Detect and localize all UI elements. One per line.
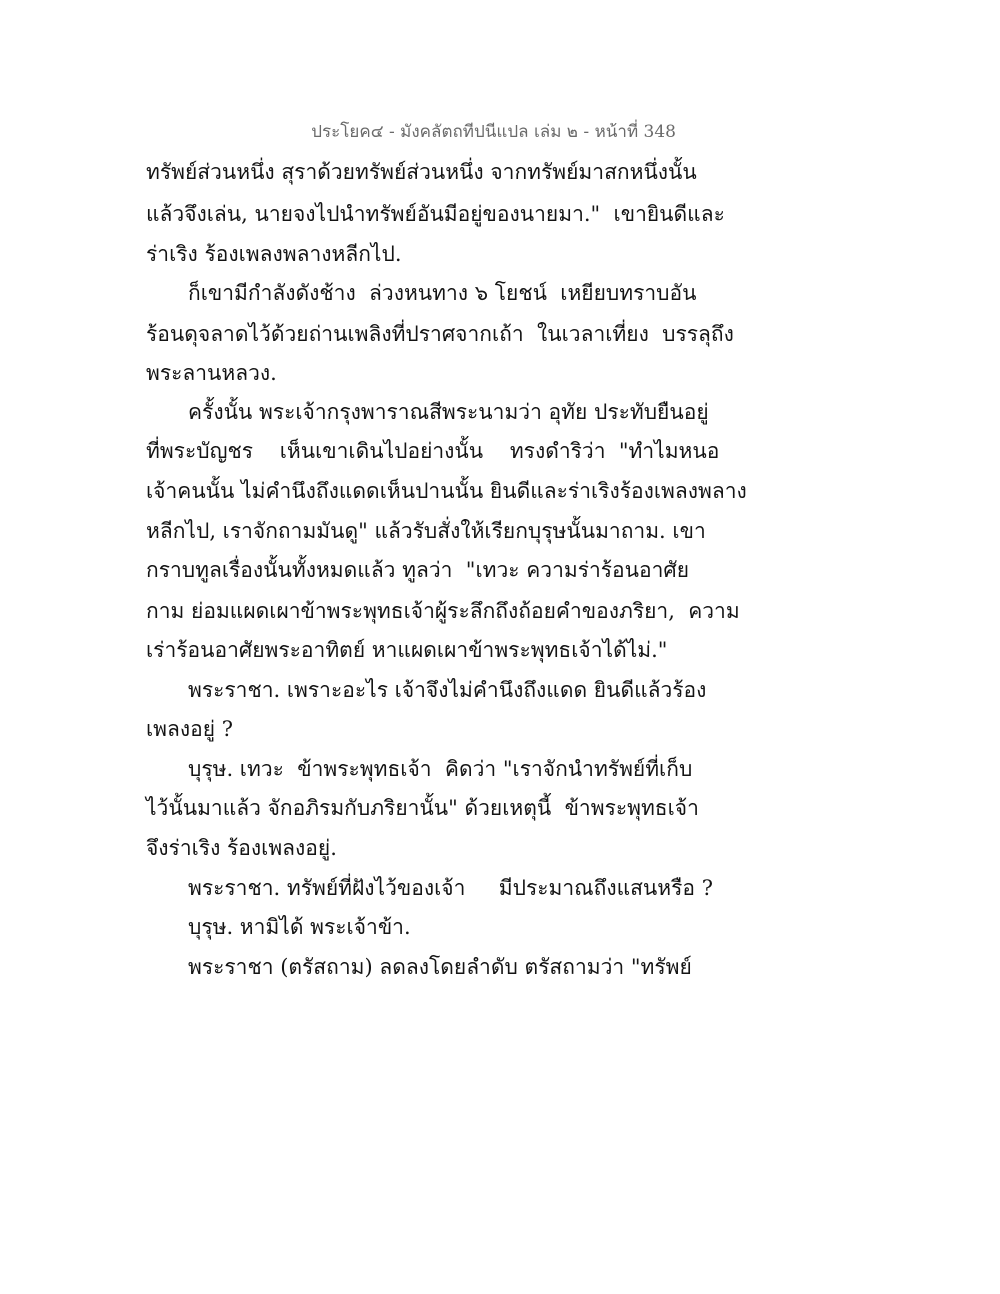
text-line: ที่พระบัญชร เห็นเขาเดินไปอย่างนั้น ทรงดำริว่า "ทำไมหนอ xyxy=(146,439,720,463)
text-line: กราบทูลเรื่องนั้นทั้งหมดแล้ว ทูลว่า "เทวะ ความร่าร้อนอาศัย xyxy=(146,558,690,582)
text-line: เจ้าคนนั้น ไม่คำนึงถึงแดดเห็นปานนั้น ยินดีและร่าเริงร้องเพลงพลาง xyxy=(146,479,747,503)
text-line: กาม ย่อมแผดเผาข้าพระพุทธเจ้าผู้ระลึกถึงถ้อยคำของภริยา, ความ xyxy=(146,599,740,623)
text-line: พระลานหลวง. xyxy=(146,361,277,385)
paragraph-first-line: ก็เขามีกำลังดังช้าง ล่วงหนทาง ๖ โยชน์ เหยียบทราบอัน xyxy=(188,281,697,305)
paragraph-first-line: พระราชา. ทรัพย์ที่ฝังไว้ของเจ้า มีประมาณถึงแสนหรือ ? xyxy=(188,876,713,900)
text-line: เพลงอยู่ ? xyxy=(146,717,233,741)
text-line: ร่าเริง ร้องเพลงพลางหลีกไป. xyxy=(146,242,402,266)
paragraph-first-line: พระราชา (ตรัสถาม) ลดลงโดยลำดับ ตรัสถามว่า "ทรัพย์ xyxy=(188,955,692,979)
paragraph-first-line: บุรุษ. หามิได้ พระเจ้าข้า. xyxy=(188,915,411,939)
text-line: หลีกไป, เราจักถามมันดู" แล้วรับสั่งให้เรียกบุรุษนั้นมาถาม. เขา xyxy=(146,519,706,543)
text-line: เร่าร้อนอาศัยพระอาทิตย์ หาแผดเผาข้าพระพุทธเจ้าได้ไม่." xyxy=(146,638,668,662)
paragraph-first-line: ครั้งนั้น พระเจ้ากรุงพาราณสีพระนามว่า อุทัย ประทับยืนอยู่ xyxy=(188,400,709,424)
text-line: ร้อนดุจลาดไว้ด้วยถ่านเพลิงที่ปราศจากเถ้า ในเวลาเที่ยง บรรลุถึง xyxy=(146,322,734,346)
running-header: ประโยค๔ - มังคลัตถทีปนีแปล เล่ม ๒ - หน้าที่ 348 xyxy=(311,122,676,142)
text-line: ไว้นั้นมาแล้ว จักอภิรมกับภริยานั้น" ด้วยเหตุนี้ ข้าพระพุทธเจ้า xyxy=(146,796,699,820)
text-line: ทรัพย์ส่วนหนึ่ง สุราด้วยทรัพย์ส่วนหนึ่ง จากทรัพย์มาสกหนึ่งนั้น xyxy=(146,160,697,184)
text-line: จึงร่าเริง ร้องเพลงอยู่. xyxy=(146,836,337,860)
text-line: แล้วจึงเล่น, นายจงไปนำทรัพย์อันมีอยู่ของนายมา." เขายินดีและ xyxy=(146,202,725,226)
paragraph-first-line: บุรุษ. เทวะ ข้าพระพุทธเจ้า คิดว่า "เราจักนำทรัพย์ที่เก็บ xyxy=(188,757,693,781)
paragraph-first-line: พระราชา. เพราะอะไร เจ้าจึงไม่คำนึงถึงแดด ยินดีแล้วร้อง xyxy=(188,678,707,702)
